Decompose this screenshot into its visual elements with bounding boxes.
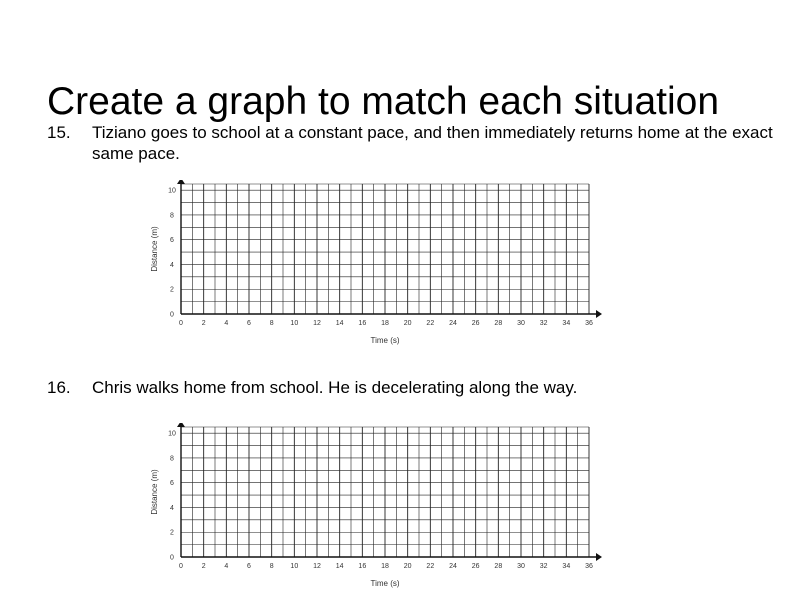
- x-tick-label: 14: [335, 563, 344, 570]
- y-axis-label: Distance (m): [150, 469, 159, 515]
- question-number: 15.: [47, 123, 71, 142]
- x-axis-arrow: [596, 310, 602, 318]
- x-tick-label: 20: [403, 563, 412, 570]
- x-tick-label: 34: [562, 563, 571, 570]
- x-tick-label: 6: [247, 563, 251, 570]
- y-tick-label: 4: [170, 504, 174, 512]
- x-tick-label: 10: [290, 320, 299, 327]
- x-tick-label: 18: [381, 563, 389, 570]
- y-tick-label: 6: [170, 237, 174, 245]
- x-tick-label: 0: [179, 320, 183, 327]
- y-axis-label: Distance (m): [150, 226, 159, 272]
- x-tick-label: 2: [201, 320, 206, 327]
- x-tick-label: 0: [179, 563, 183, 570]
- question-16: [47, 377, 787, 399]
- y-tick-label: 2: [170, 286, 174, 294]
- x-tick-label: 26: [471, 563, 480, 570]
- x-tick-label: 12: [313, 563, 321, 570]
- x-tick-label: 36: [585, 563, 593, 570]
- x-tick-label: 28: [494, 320, 503, 327]
- slide-title: Create a graph to match each situation: [47, 80, 720, 124]
- x-tick-label: 24: [449, 320, 457, 327]
- x-tick-label: 4: [224, 320, 229, 327]
- y-axis-arrow: [177, 180, 185, 184]
- x-tick-label: 32: [539, 563, 548, 570]
- y-tick-label: 0: [170, 554, 174, 562]
- y-tick-label: 4: [170, 261, 174, 269]
- x-tick-label: 14: [335, 320, 344, 327]
- x-tick-label: 34: [562, 320, 571, 327]
- x-tick-label: 18: [381, 320, 389, 327]
- x-tick-label: 24: [449, 563, 457, 570]
- x-tick-label: 16: [358, 563, 367, 570]
- graph-svg: [140, 180, 610, 350]
- y-tick-label: 10: [168, 187, 176, 195]
- x-tick-label: 22: [426, 320, 435, 327]
- x-axis-arrow: [596, 553, 602, 561]
- question-number: 16.: [47, 378, 71, 397]
- x-tick-label: 30: [517, 320, 525, 327]
- x-tick-label: 26: [471, 320, 480, 327]
- x-tick-label: 2: [201, 563, 206, 570]
- x-tick-label: 20: [403, 320, 412, 327]
- graph-svg: [140, 423, 610, 593]
- x-axis-label: Time (s): [370, 579, 400, 588]
- question-text: Tiziano goes to school at a constant pace, and then immediately returns home at the exact same pace.: [92, 123, 773, 163]
- x-tick-label: 8: [269, 320, 274, 327]
- y-tick-label: 0: [170, 311, 174, 319]
- x-axis-label: Time (s): [370, 336, 400, 345]
- x-tick-label: 4: [224, 563, 229, 570]
- x-tick-label: 36: [585, 320, 593, 327]
- x-tick-label: 30: [517, 563, 525, 570]
- x-tick-label: 10: [290, 563, 299, 570]
- distance-time-graph-16: [140, 423, 610, 593]
- y-tick-label: 8: [170, 455, 174, 463]
- y-axis-arrow: [177, 423, 185, 427]
- x-tick-label: 28: [494, 563, 503, 570]
- y-tick-label: 10: [168, 430, 176, 438]
- x-tick-label: 8: [269, 563, 274, 570]
- distance-time-graph-15: [140, 180, 610, 350]
- x-tick-label: 12: [313, 320, 321, 327]
- x-tick-label: 16: [358, 320, 367, 327]
- question-15: [47, 122, 787, 166]
- y-tick-label: 6: [170, 480, 174, 488]
- y-tick-label: 2: [170, 529, 174, 537]
- y-tick-label: 8: [170, 212, 174, 220]
- x-tick-label: 22: [426, 563, 435, 570]
- question-text: Chris walks home from school. He is decelerating along the way.: [92, 378, 578, 397]
- x-tick-label: 6: [247, 320, 251, 327]
- x-tick-label: 32: [539, 320, 548, 327]
